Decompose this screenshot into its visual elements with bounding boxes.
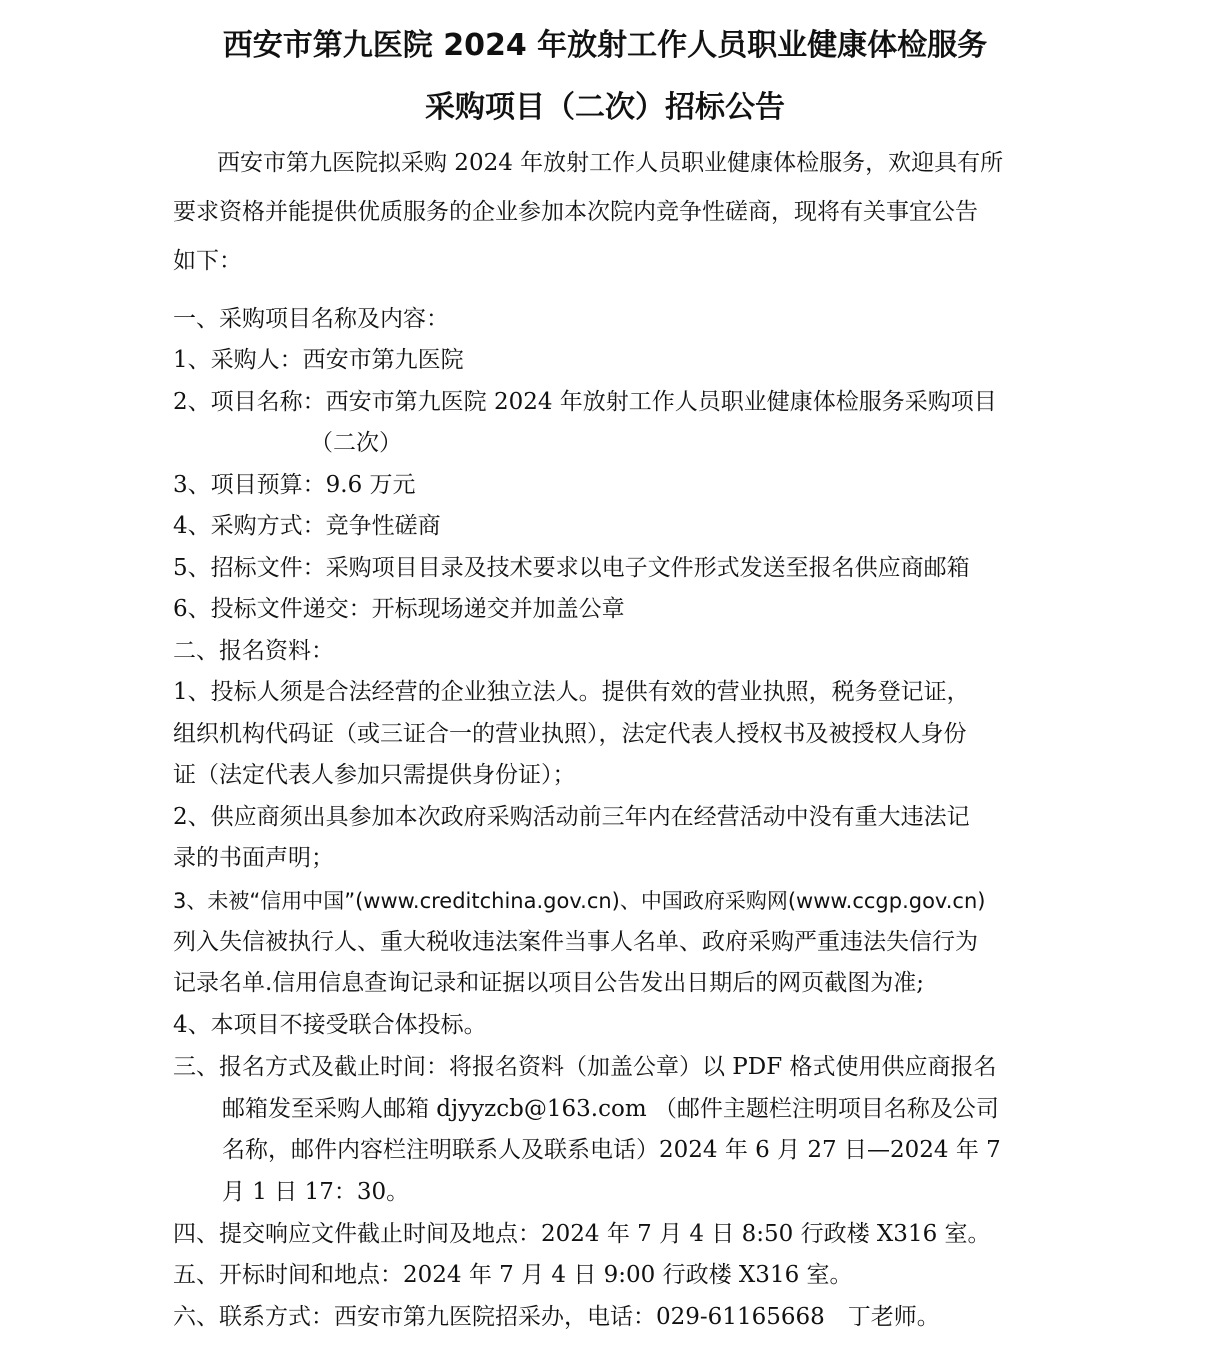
- section-2-item-1-line-3: 证（法定代表人参加只需提供身份证）；: [173, 762, 576, 788]
- section-1-item-6: 6、投标文件递交：开标现场递交并加盖公章: [173, 596, 625, 622]
- section-3-line-3: 名称，邮件内容栏注明联系人及联系电话）2024 年 6 月 27 日—2024 年 7: [222, 1137, 1001, 1163]
- section-2-item-2-line-1: 2、供应商须出具参加本次政府采购活动前三年内在经营活动中没有重大违法记: [173, 804, 970, 830]
- section-1-item-4: 4、采购方式：竞争性磋商: [173, 513, 441, 539]
- section-2-item-1-line-1: 1、投标人须是合法经营的企业独立法人。提供有效的营业执照，税务登记证，: [173, 679, 970, 705]
- section-1-item-2-line-1: 2、项目名称：西安市第九医院 2024 年放射工作人员职业健康体检服务采购项目: [173, 389, 997, 415]
- section-2-item-2-line-2: 录的书面声明；: [173, 845, 334, 871]
- intro-line-1: 西安市第九医院拟采购 2024 年放射工作人员职业健康体检服务，欢迎具有所: [217, 150, 1004, 176]
- section-2-item-3-line-3: 记录名单.信用信息查询记录和证据以项目公告发出日期后的网页截图为准;: [173, 970, 925, 996]
- section-1-item-3: 3、项目预算：9.6 万元: [173, 472, 416, 498]
- section-2-item-1-line-2: 组织机构代码证（或三证合一的营业执照），法定代表人授权书及被授权人身份: [173, 721, 967, 747]
- section-1-item-1: 1、采购人：西安市第九医院: [173, 347, 464, 373]
- section-3-line-4: 月 1 日 17：30。: [222, 1179, 410, 1205]
- intro-line-2: 要求资格并能提供优质服务的企业参加本次院内竞争性磋商，现将有关事宜公告: [173, 199, 978, 225]
- section-1-heading: 一、采购项目名称及内容：: [173, 306, 449, 332]
- section-4: 四、提交响应文件截止时间及地点：2024 年 7 月 4 日 8:50 行政楼 X316 室。: [173, 1221, 991, 1247]
- section-1-item-2-line-2: （二次）: [310, 430, 402, 456]
- section-3-line-2: 邮箱发至采购人邮箱 djyyzcb@163.com （邮件主题栏注明项目名称及公司: [222, 1096, 999, 1122]
- section-2-heading: 二、报名资料：: [173, 638, 334, 664]
- intro-line-3: 如下：: [173, 248, 242, 274]
- section-2-item-3-line-1: 3、未被“信用中国”(www.creditchina.gov.cn)、中国政府采购网(www.ccgp.gov.cn): [173, 889, 986, 913]
- section-1-item-5: 5、招标文件：采购项目目录及技术要求以电子文件形式发送至报名供应商邮箱: [173, 555, 970, 581]
- document-title-line-1: 西安市第九医院 2024 年放射工作人员职业健康体检服务: [222, 28, 988, 63]
- section-6: 六、联系方式：西安市第九医院招采办，电话：029-61165668 丁老师。: [173, 1304, 940, 1330]
- section-2-item-3-line-2: 列入失信被执行人、重大税收违法案件当事人名单、政府采购严重违法失信行为: [173, 929, 978, 955]
- section-2-item-4: 4、本项目不接受联合体投标。: [173, 1012, 487, 1038]
- section-5: 五、开标时间和地点：2024 年 7 月 4 日 9:00 行政楼 X316 室。: [173, 1262, 853, 1288]
- document-title-line-2: 采购项目（二次）招标公告: [425, 90, 785, 125]
- section-3-line-1: 三、报名方式及截止时间：将报名资料（加盖公章）以 PDF 格式使用供应商报名: [173, 1054, 997, 1080]
